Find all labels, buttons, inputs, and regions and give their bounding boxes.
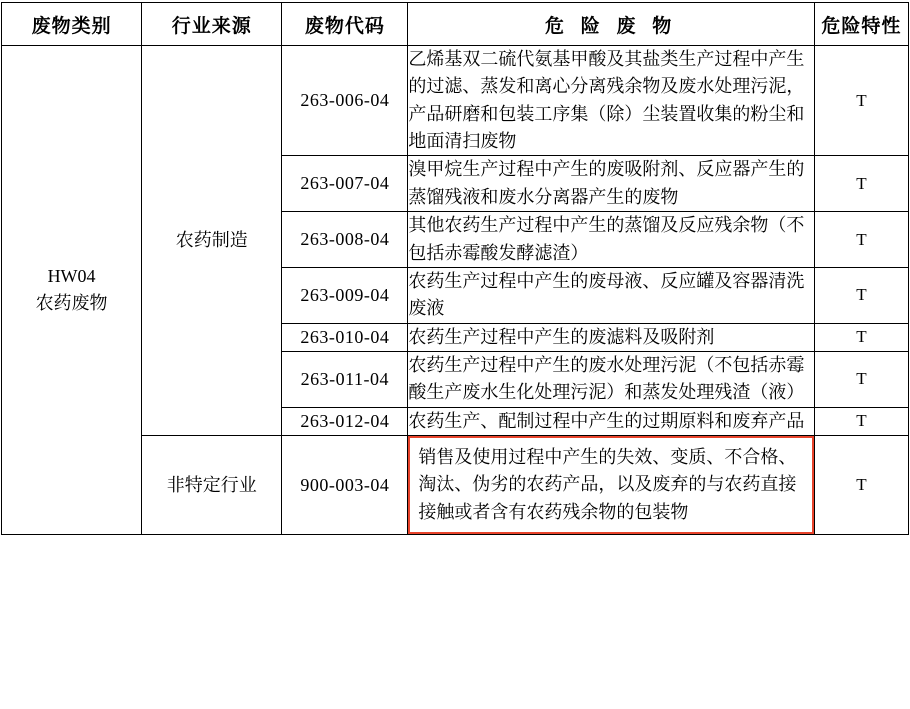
cell-waste-category: [2, 46, 142, 535]
table-body: [2, 46, 909, 535]
column-header-code: 废物代码: [282, 3, 408, 46]
cell-hazard-property: T: [814, 407, 908, 435]
hazardous-waste-table: [1, 2, 909, 535]
cell-waste-description: 其他农药生产过程中产生的蒸馏及反应残余物（不包括赤霉酸发酵滤渣）: [408, 212, 814, 268]
column-header-industry: 行业来源: [142, 3, 282, 46]
cell-waste-code: 263-010-04: [282, 323, 408, 351]
cell-waste-description: 农药生产过程中产生的废水处理污泥（不包括赤霉酸生产废水生化处理污泥）和蒸发处理残渣（液）: [408, 351, 814, 407]
cell-waste-description: 乙烯基双二硫代氨基甲酸及其盐类生产过程中产生的过滤、蒸发和离心分离残余物及废水处理污泥，产品研磨和包装工序集（除）尘装置收集的粉尘和地面清扫废物: [408, 46, 814, 156]
cell-hazard-property: T: [814, 323, 908, 351]
cell-waste-description-highlighted: [408, 436, 814, 535]
cell-waste-description: 农药生产过程中产生的废滤料及吸附剂: [408, 323, 814, 351]
cell-hazard-property: T: [814, 46, 908, 156]
category-name: 农药废物: [35, 293, 108, 314]
document-page: [0, 2, 910, 709]
column-header-category: 废物类别: [2, 3, 142, 46]
cell-waste-code: 263-007-04: [282, 156, 408, 212]
cell-hazard-property: T: [814, 156, 908, 212]
category-code: HW04: [47, 266, 96, 287]
cell-waste-code: 263-008-04: [282, 212, 408, 268]
cell-hazard-property: T: [814, 267, 908, 323]
table-header: [2, 3, 909, 46]
cell-waste-code: 263-006-04: [282, 46, 408, 156]
highlight-annotation-box: 销售及使用过程中产生的失效、变质、不合格、淘汰、伪劣的农药产品，以及废弃的与农药直接接触或者含有农药残余物的包装物: [408, 436, 813, 534]
table-header-row: [2, 3, 909, 46]
cell-waste-code: 263-009-04: [282, 267, 408, 323]
table-row: [2, 46, 909, 156]
cell-hazard-property: T: [814, 436, 908, 535]
cell-industry-pesticide-manufacturing: 农药制造: [142, 46, 282, 436]
cell-waste-description: 农药生产过程中产生的废母液、反应罐及容器清洗废液: [408, 267, 814, 323]
column-header-hazard: 危险特性: [814, 3, 908, 46]
cell-waste-code: 263-012-04: [282, 407, 408, 435]
cell-waste-code: 263-011-04: [282, 351, 408, 407]
cell-hazard-property: T: [814, 212, 908, 268]
cell-hazard-property: T: [814, 351, 908, 407]
cell-waste-description: 农药生产、配制过程中产生的过期原料和废弃产品: [408, 407, 814, 435]
cell-waste-description: 溴甲烷生产过程中产生的废吸附剂、反应器产生的蒸馏残液和废水分离器产生的废物: [408, 156, 814, 212]
cell-waste-code: 900-003-04: [282, 436, 408, 535]
column-header-waste: 危 险 废 物: [408, 3, 814, 46]
cell-industry-non-specific: 非特定行业: [142, 436, 282, 535]
